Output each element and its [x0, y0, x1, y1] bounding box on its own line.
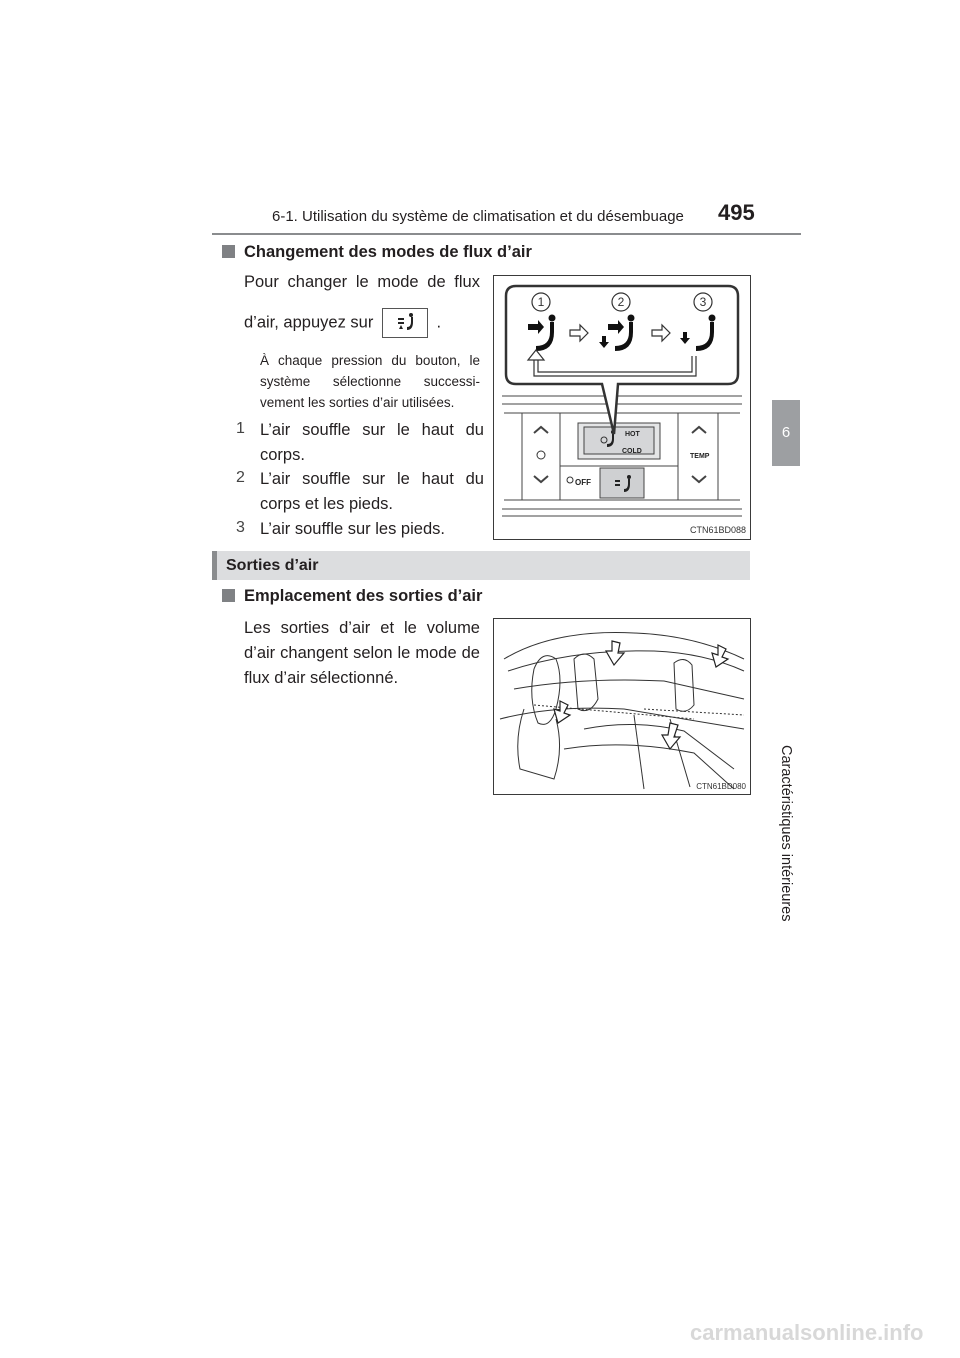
intro-line-2-text: d’air, appuyez sur	[244, 313, 374, 332]
square-bullet-icon	[222, 245, 235, 258]
outlets-heading	[222, 587, 482, 606]
item-number-2: 2	[236, 469, 245, 486]
outlets-body: Les sorties d’air et le volume d’air changent selon le mode de flux d’air sélectionné.	[244, 619, 480, 687]
item-text-3: L’air souffle sur les pieds.	[260, 520, 445, 538]
airflow-item-3	[236, 517, 484, 542]
page-number: 495	[718, 200, 755, 225]
intro-line-1: Pour changer le mode de flux	[244, 273, 480, 291]
chapter-tab: 6	[772, 400, 800, 466]
airflow-item-1	[236, 418, 484, 468]
airflow-note: À chaque pression du bouton, le système sélectionne successi-vement les sorties d’air utilisées.	[260, 353, 480, 410]
airflow-mode-button-icon	[382, 308, 428, 338]
item-text-2: L’air souffle sur le haut du corps et les pieds.	[260, 470, 484, 513]
intro-line-2	[244, 308, 484, 338]
cabin-outlets-illustration	[494, 619, 750, 794]
figure-2-caption: CTN61BD080	[696, 782, 746, 791]
chapter-side-label: Caractéristiques intérieures	[778, 745, 794, 922]
section-bar-outlets	[212, 551, 750, 580]
svg-text:OFF: OFF	[575, 478, 591, 487]
climate-panel-illustration	[494, 276, 750, 539]
callout-2: 2	[617, 295, 625, 309]
callout-1: 1	[537, 295, 545, 309]
outlets-heading-text: Emplacement des sorties d’air	[244, 587, 483, 605]
callout-3: 3	[699, 295, 707, 309]
item-text-1: L’air souffle sur le haut du corps.	[260, 421, 484, 464]
square-bullet-icon	[222, 589, 235, 602]
section-bar-title: Sorties d’air	[226, 557, 319, 574]
figure-1-caption: CTN61BD088	[689, 525, 746, 535]
cabin-outlets-figure	[493, 618, 751, 795]
airflow-item-2	[236, 467, 484, 517]
svg-text:COLD: COLD	[622, 448, 642, 455]
intro-line-2-end: .	[436, 313, 442, 332]
airflow-heading-text: Changement des modes de flux d’air	[244, 243, 532, 261]
watermark: carmanualsonline.info	[690, 1320, 924, 1345]
airflow-heading	[222, 243, 532, 262]
section-bar-accent	[212, 551, 217, 580]
svg-text:HOT: HOT	[625, 431, 640, 438]
header-rule	[212, 233, 801, 235]
climate-panel-figure	[493, 275, 751, 540]
item-number-3: 3	[236, 519, 245, 536]
item-number-1: 1	[236, 420, 245, 437]
svg-text:TEMP: TEMP	[690, 453, 710, 460]
chapter-title: 6-1. Utilisation du système de climatisation et du désembuage	[272, 208, 684, 225]
